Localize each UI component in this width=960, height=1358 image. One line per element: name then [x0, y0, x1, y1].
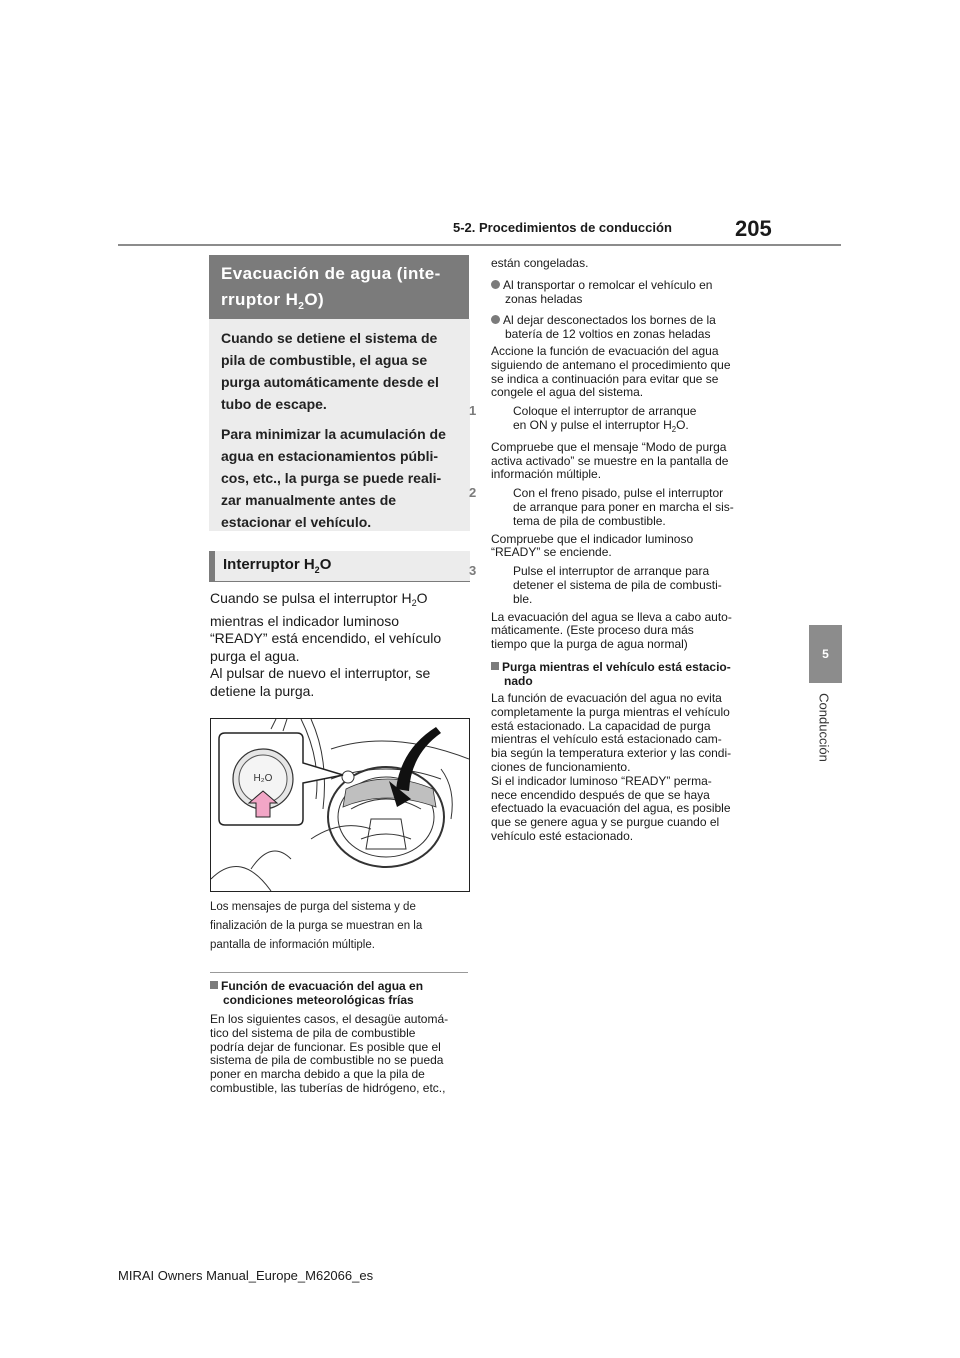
h2o-button-label: H₂O — [253, 773, 273, 784]
parked-heading: Purga mientras el vehículo está estacio- nado — [491, 660, 753, 688]
step-2: 2 Con el freno pisado, pulse el interruptor de arranque para poner en marcha el sis- tema de pila de combustible. — [469, 485, 734, 528]
section-title — [209, 255, 469, 326]
summary-box — [209, 319, 470, 531]
chapter-number: 5 — [822, 647, 829, 661]
cold-weather-section — [210, 979, 472, 1096]
cold-weather-body: En los siguientes casos, el desagüe automá- tico del sistema de pila de combustible podría dejar de funcionar. Es posible que el sistema de pila de combustible no se pueda poner en marcha debido a que la pila de combustible, las tuberías de hidrógeno, etc., — [210, 1012, 449, 1095]
step-1: 1 Coloque el interruptor de arranque en ON y pulse el interruptor $H_2O$. — [469, 403, 697, 434]
square-bullet-icon — [210, 981, 218, 989]
section-divider — [210, 972, 468, 973]
page-number: 205 — [735, 216, 772, 241]
paragraph: La función de evacuación del agua no evita completamente la purga mientras el vehículo está estacionado. La capacidad de purga mientras el vehículo está estacionado cam- bia según la temperatura exterior y las condi- ciones de funcionamiento. Si el indicador luminoso “READY” perma- nece encendido después de que se haya efectuado la evacuación del agua, es posible que se genere agua y se purgue cuando el vehículo esté estacionado. — [491, 690, 732, 843]
round-bullet-icon — [491, 315, 500, 324]
section-header: 5-2. Procedimientos de conducción — [453, 220, 672, 235]
step-number: 2 — [469, 485, 477, 501]
subheading-text: Interruptor $H_2O$ — [223, 556, 332, 575]
round-bullet-icon — [491, 280, 500, 289]
section-title-line1: Evacuación de agua (inte- — [221, 264, 441, 283]
paragraph: Compruebe que el mensaje “Modo de purga activa activado” se muestre en la pantalla de información múltiple. — [491, 439, 729, 482]
paragraph: Compruebe que el indicador luminoso “READY” se enciende. — [491, 531, 694, 560]
section-title-line2: rruptor $H_2O$) — [221, 290, 325, 312]
square-bullet-icon — [491, 662, 499, 670]
footer-text: MIRAI Owners Manual_Europe_M62066_es — [118, 1268, 374, 1283]
chapter-label: Conducción — [816, 693, 832, 762]
right-column — [469, 256, 753, 844]
bullet-item: Al dejar desconectados los bornes de la batería de 12 voltios en zonas heladas — [491, 314, 753, 342]
cold-weather-heading: Función de evacuación del agua en condiciones meteorológicas frías — [210, 979, 472, 1007]
step-number: 3 — [469, 563, 477, 579]
summary-paragraph-1: Cuando se detiene el sistema de pila de combustible, el agua se purga automáticamente desde el tubo de escape. — [221, 330, 439, 412]
intro-paragraph: Cuando se pulsa el interruptor $H_2O$ mientras el indicador luminoso “READY” está encendido, el vehículo purga el agua. Al pulsar de nuevo el interruptor, se detiene la purga. — [210, 590, 442, 699]
continued-text: están congeladas. — [491, 256, 589, 270]
paragraph: Accione la función de evacuación del agua siguiendo de antemano el procedimiento que se indica a continuación para evitar que se congele el agua del sistema. — [491, 343, 731, 400]
header-divider — [118, 244, 841, 246]
figure-caption: Los mensajes de purga del sistema y de finalización de la purga se muestran en la pantalla de información múltiple. — [210, 901, 423, 951]
dashboard-illustration — [210, 718, 470, 892]
summary-paragraph-2: Para minimizar la acumulación de agua en estacionamientos públi- cos, etc., la purga se puede reali- zar manualmente antes de estacionar el vehículo. — [221, 426, 446, 530]
bullet-item: Al transportar o remolcar el vehículo en zonas heladas — [491, 279, 753, 307]
dashboard-drawing — [211, 719, 469, 891]
paragraph: La evacuación del agua se lleva a cabo auto- máticamente. (Este proceso dura más tiempo que la purga de agua normal) — [491, 609, 732, 652]
step-3: 3 Pulse el interruptor de arranque para detener el sistema de pila de combusti- ble. — [469, 563, 722, 606]
subheading-h2o-switch — [209, 551, 470, 582]
subheading-accent — [209, 551, 215, 581]
step-number: 1 — [469, 403, 477, 419]
